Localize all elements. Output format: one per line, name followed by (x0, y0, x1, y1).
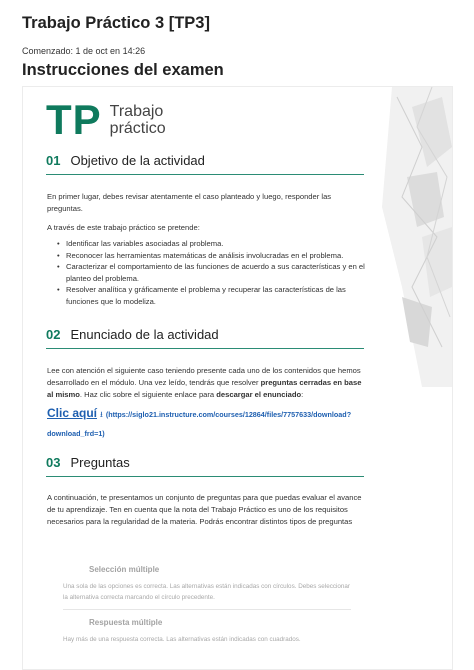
download-url[interactable]: (https://siglo21.instructure.com/courses/12864/files/7757633/download?download_frd=1) (47, 410, 352, 438)
statement-text: : (301, 390, 304, 399)
instructions-heading: Instrucciones del examen (22, 61, 224, 79)
list-item: • Identificar las variables asociadas al problema. (59, 238, 365, 250)
objective-list (59, 238, 365, 307)
section-number: 03 (46, 455, 61, 470)
tp-logo-wordmark (110, 103, 166, 137)
decorative-pattern (382, 87, 452, 387)
tp-logo-mark: TP (46, 96, 102, 143)
section-title: Preguntas (70, 455, 130, 470)
section-header-enunciado (46, 327, 364, 349)
question-type-title: Selección múltiple (89, 565, 160, 574)
statement-emphasis: preguntas cerradas en base al mismo (47, 378, 362, 399)
divider (63, 609, 351, 610)
tp-logo-line2: práctico (109, 120, 166, 137)
questions-intro: A continuación, te presentamos un conjunto de preguntas para que puedas evaluar el avance de tu aprendizaje. Ten en cuenta que la nota del Trabajo Práctico es uno de los requisitos necesarios para la regularidad de la materia. Podrás encontrar distintos tipos de preguntas (47, 493, 362, 526)
section-title: Objetivo de la actividad (70, 153, 205, 168)
list-item: • Resolver analítica y gráficamente el problema y recuperar las características de las funciones que lo modeliza. (59, 284, 365, 307)
tp-logo (46, 96, 166, 143)
download-link-row[interactable] (47, 404, 357, 441)
section-title: Enunciado de la actividad (70, 327, 219, 342)
statement-text: . Haz clic sobre el siguiente enlace para (79, 390, 217, 399)
page-title: Trabajo Práctico 3 [TP3] (22, 14, 210, 32)
statement-emphasis: descargar el enunciado (216, 390, 302, 399)
section-header-preguntas (46, 455, 364, 477)
objective-intro: En primer lugar, debes revisar atentamente el caso planteado y luego, responder las preguntas. (47, 192, 332, 213)
download-link[interactable]: Clic aquí (47, 406, 98, 420)
instructions-card (22, 86, 453, 670)
section-number: 01 (46, 153, 61, 168)
statement-paragraph (47, 365, 363, 401)
list-item: • Caracterizar el comportamiento de las funciones de acuerdo a sus características y en el planteo del problema. (59, 261, 365, 284)
section-header-objetivo (46, 153, 364, 175)
statement-text: Lee con atención el siguiente caso teniendo presente cada uno de los contenidos que hemos desarrollado en el módulo. Una vez leído, tendrás que resolver (47, 366, 361, 387)
started-timestamp: Comenzado: 1 de oct en 14:26 (22, 46, 146, 56)
question-type-desc: Una sola de las opciones es correcta. Las alternativas están indicadas con círculos. Debes seleccionar la alternativa correcta marcando el círculo precedente. (63, 583, 351, 601)
question-type-title: Respuesta múltiple (89, 618, 163, 627)
question-type-desc: Hay más de una respuesta correcta. Las alternativas están indicadas con cuadrados. (63, 636, 301, 643)
download-icon[interactable]: ⭳ (100, 410, 103, 419)
section-number: 02 (46, 327, 61, 342)
tp-logo-line1: Trabajo (109, 103, 164, 120)
list-item: • Reconocer las herramientas matemáticas de análisis involucradas en el problema. (59, 250, 365, 262)
objective-lead: A través de este trabajo práctico se pretende: (47, 223, 200, 232)
